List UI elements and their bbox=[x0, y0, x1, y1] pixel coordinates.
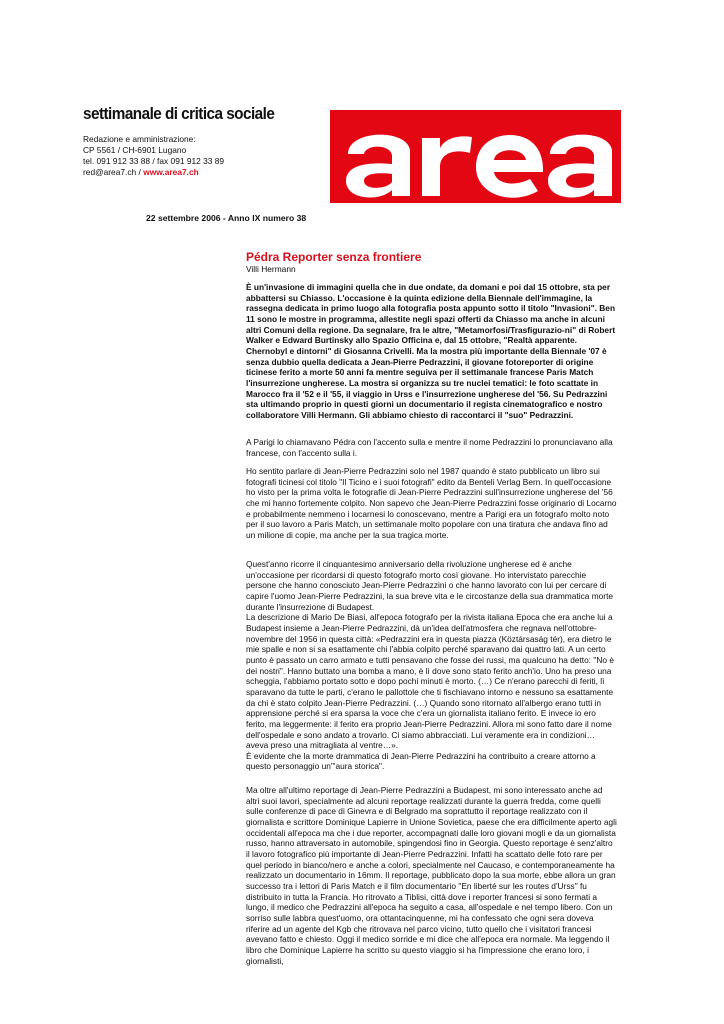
article-paragraph bbox=[246, 785, 618, 966]
area-logo-graphic bbox=[330, 110, 621, 203]
contact-block bbox=[83, 134, 224, 178]
contact-web-line bbox=[83, 167, 224, 178]
area-logo bbox=[330, 110, 621, 203]
paragraph-text: È evidente che la morte drammatica di Jean-Pierre Pedrazzini ha contribuito a creare attorno a questo personaggio un'"aura storica". bbox=[246, 750, 596, 772]
contact-line: Redazione e amministrazione: bbox=[83, 134, 196, 144]
paragraph-text: Ma oltre all'ultimo reportage di Jean-Pierre Pedrazzini a Budapest, mi sono interessato anche ad altri suoi lavori, specialmente ad alcuni reportage realizzati durante la guerra fredda, come quelli sulle conferenze di pace di Ginevra e di Belgrado ma soprattutto il reportage realizzato con il giornalista e scrittore Dominique Lapierre in Unione Sovietica, paese che era difficilmente aperto agli occidentali all'epoca ma che i due reporter, accompagnati dalle loro giovani mogli e da un giornalista russo, hanno attraversato in automobile, spingendosi fino in Georgia. Questo reportage è senz'altro il lavoro fotografico più importante di Jean-Pierre Pedrazzini. Infatti ha scattato delle foto rare per quel periodo in bianco/nero e anche a colori, specialmente nel Caucaso, e contemporaneamente ha realizzato un documentario in 16mm. Il reportage, pubblicato dopo la sua morte, ebbe allora un gran successo tra i lettori di Paris Match e il film documentario "En liberté sur les routes d'Urss" fu distribuito in tutta la Francia. Ho ritrovato a Tiblisi, città dove i reporter francesi si sono fermati a lungo, il medico che Pedrazzini all'epoca ha seguito a casa, all'ospedale e nel tempo libero. Con un sorriso sulle labbra quest'uomo, ora ottantacinquenne, mi ha confessato che ogni sera doveva riferire ad un agente del Kgb che ritrovava nel parco vicino, tutto quello che i visitatori francesi avevano fatto e chiesto. Oggi il medico sorride e mi dice che all'epoca era normale. Ma leggendo il libro che Dominique Lapierre ha scritto su questo viaggio si ha l'impressione che erano loro, i giornalisti, bbox=[246, 785, 617, 966]
article-paragraph bbox=[246, 437, 618, 458]
issue-date: 22 settembre 2006 - Anno IX numero 38 bbox=[146, 213, 307, 223]
lead-paragraph: È un'invasione di immagini quella che in due ondate, da domani e poi dal 15 ottobre, sta per abbattersi su Chiasso. L'occasione è la quinta edizione della Biennale dell'immagine, la rassegna dedicata in primo luogo alla fotografia posta appunto sotto il titolo "Invasioni". Ben 11 sono le mostre in programma, allestite negli spazi offerti da Chiasso ma anche in alcuni altri Comuni della regione. Da segnalare, fra le altre, "Metamorfosi/Trasfigurazio-ni" di Robert Walker e Edward Burtinsky allo Spazio Officina e, dal 15 ottobre, "Realtà apparente. Chernobyl e dintorni" di Giosanna Crivelli. Ma la mostra più importante della Biennale '07 è senza dubbio quella dedicata a Jean-Pierre Pedrazzini, il giovane fotoreporter di origine ticinese ferito a morte 50 anni fa mentre seguiva per il settimanale francese Paris Match l'insurrezione ungherese. La mostra si organizza su tre nuclei tematici: le foto scattate in Marocco fra il '52 e il '55, il viaggio in Urss e l'insurrezione ungherese del '56. Su Pedrazzini sta ultimando proprio in questi giorni un documentario il regista cinematografico e nostro collaboratore Villi Hermann. Gli abbiamo chiesto di raccontarci il "suo" Pedrazzini. bbox=[246, 282, 616, 420]
article-paragraph bbox=[246, 559, 618, 772]
article-lead bbox=[246, 282, 618, 421]
article-author: Villi Hermann bbox=[246, 264, 296, 274]
contact-phone: tel. 091 912 33 88 / fax 091 912 33 89 bbox=[83, 156, 225, 166]
paragraph-text: Ho sentito parlare di Jean-Pierre Pedrazzini solo nel 1987 quando è stato pubblicato un libro sui fotografi ticinesi col titolo "Il Ticino e i suoi fotografi" edito da Benteli Verlag Bern. In quell'occasione ho visto per la prima volta le fotografie di Jean-Pierre Pedrazzini sull'insurrezione ungherese del '56 che mi hanno fortemente colpito. Non sapevo che Jean-Pierre Pedrazzini fosse originario di Locarno e probabilmente nemmeno i locarnesi lo conoscevano, mentre a Parigi era un fotografo molto noto per il suo lavoro a Paris Match, un settimanale molto popolare con una tiratura che andava fino ad un milione di copie, ma anche per la sua tragica morte. bbox=[246, 466, 617, 540]
masthead-title: settimanale di critica sociale bbox=[83, 104, 275, 123]
article-title: Pédra Reporter senza frontiere bbox=[246, 250, 422, 264]
article-paragraph bbox=[246, 466, 618, 541]
contact-address: CP 5561 / CH-6901 Lugano bbox=[83, 145, 187, 155]
paragraph-text: Quest'anno ricorre il cinquantesimo anniversario della rivoluzione ungherese ed è anche un'occasione per ricordarsi di questo fotografo morto così giovane. Ho intervistato parecchie persone che hanno conosciuto Jean-Pierre Pedrazzini o che hanno lavorato con lui per cercare di capire l'uomo Jean-Pierre Pedrazzini, la sua breve vita e le circostanze della sua drammatica morte durante l'insurrezione di Budapest. bbox=[246, 559, 614, 612]
website-link[interactable]: www.area7.ch bbox=[143, 167, 199, 177]
paragraph-text: La descrizione di Mario De Biasi, all'epoca fotografo per la rivista italiana Epoca che era anche lui a Budapest insieme a Jean-Pierre Pedrazzini, dà un'idea dell'atmosfera che regnava nell'ottobre-novembre del 1956 in questa città: «Pedrazzini era in questa piazza (Köztársaság tér), era dietro le mie spalle e non si sa esattamente chi l'abbia colpito perché sparavano dai quattro lati. A un certo punto è passato un carro armato e tutti pensavano che fosse dei russi, ma qualcuno ha detto: "No è dei nostri". Hanno buttato una bomba a mano, è lì dove sono stato ferito anch'io. Uno ha preso una scheggia, l'abbiamo portato sotto e dopo pochi minuti è morto. (…) Ce n'erano parecchi di feriti, lì sparavano da tutte le parti, c'erano le pallottole che ti fischiavano intorno e nessuno sa esattamente da chi è stato colpito Jean-Pierre Pedrazzini. (…) Quando sono ritornato all'albergo erano tutti in apprensione perché si era sparsa la voce che c'era un giornalista italiano ferito. E invece io ero ferito, ma leggermente: il ferito era proprio Jean-Pierre Pedrazzini. Allora mi sono fatto dare il nome dell'ospedale e sono andato a trovarlo. Ci siamo abbracciati. Lui veramente era in condizioni… aveva preso una mitragliata al ventre…». bbox=[246, 612, 614, 751]
contact-email: red@area7.ch / bbox=[83, 167, 144, 177]
paragraph-text: A Parigi lo chiamavano Pédra con l'accento sulla e mentre il nome Pedrazzini lo pronunciavano alla francese, con l'accento sulla i. bbox=[246, 437, 613, 458]
